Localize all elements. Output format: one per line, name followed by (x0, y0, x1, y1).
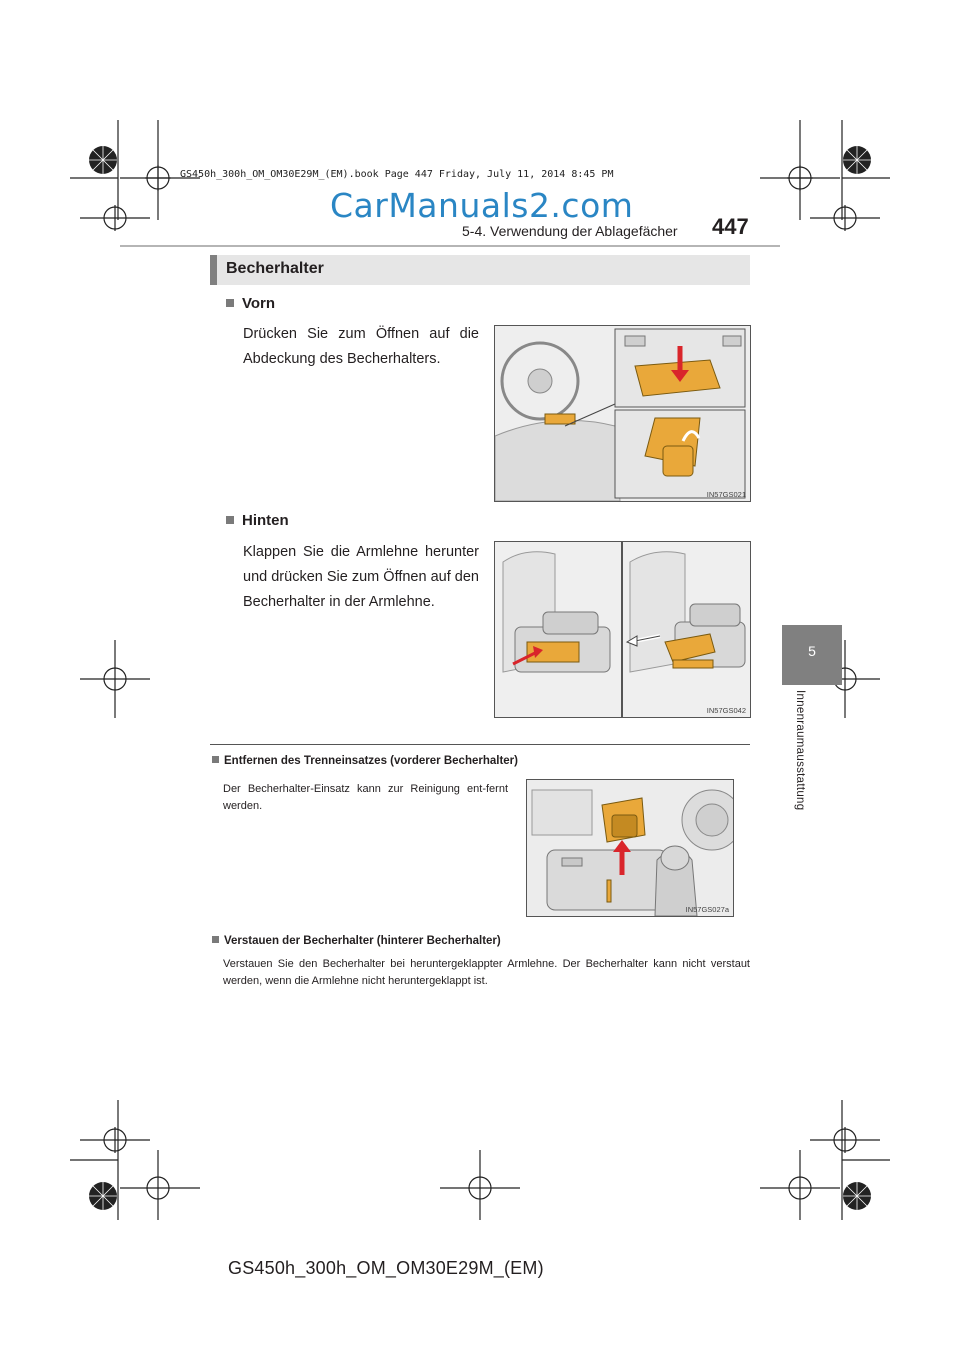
front-text: Drücken Sie zum Öffnen auf die Abdeckung des Becherhalters. (243, 326, 479, 367)
rear-text: Klappen Sie die Armlehne herunter und drücken Sie zum Öffnen auf den Becherhalter in der Armlehne. (243, 544, 479, 610)
rear-figure-code: IN57GS042 (706, 706, 746, 715)
note1-heading: Entfernen des Trenneinsatzes (vorderer Becherhalter) (224, 755, 518, 767)
front-heading: Vorn (242, 295, 276, 312)
section-title-bar (210, 255, 750, 285)
chapter-number: 5 (808, 643, 816, 659)
bullet-square-icon (212, 936, 219, 943)
note1-heading-row (212, 755, 518, 767)
header-rule (120, 245, 780, 247)
chapter-label: Innenraumausstattung (794, 690, 806, 811)
print-info: GS450h_300h_OM_OM30E29M_(EM).book Page 447 Friday, July 11, 2014 8:45 PM (180, 169, 614, 180)
rear-heading-row (226, 512, 289, 529)
notes-separator (210, 744, 750, 745)
divider-figure-code: IN57GS027a (685, 905, 729, 914)
bullet-square-icon (226, 299, 234, 307)
watermark: CarManuals2.com (330, 186, 634, 225)
note2-heading-row (212, 935, 501, 947)
rear-cupholder-figure (494, 541, 751, 718)
note2-text: Verstauen Sie den Becherhalter bei heruntergeklappter Armlehne. Der Becherhalter kann nicht verstaut werden, wenn die Armlehne nicht heruntergeklappt ist. (223, 958, 750, 987)
note1-text: Der Becherhalter-Einsatz kann zur Reinigung ent-fernt werden. (223, 783, 508, 812)
front-heading-row (226, 295, 275, 312)
footer-document-id: GS450h_300h_OM_OM30E29M_(EM) (228, 1258, 544, 1278)
rear-heading: Hinten (242, 512, 289, 529)
divider-insert-figure (526, 779, 734, 917)
note2-heading: Verstauen der Becherhalter (hinterer Becherhalter) (224, 935, 501, 947)
section-accent (210, 255, 217, 285)
front-cupholder-figure (494, 325, 751, 502)
front-figure-code: IN57GS021 (706, 490, 746, 499)
page-number: 447 (712, 214, 749, 239)
chapter-tab[interactable] (782, 625, 842, 685)
bullet-square-icon (212, 756, 219, 763)
bullet-square-icon (226, 516, 234, 524)
section-reference: 5-4. Verwendung der Ablagefächer (462, 223, 678, 239)
section-title: Becherhalter (226, 260, 324, 277)
